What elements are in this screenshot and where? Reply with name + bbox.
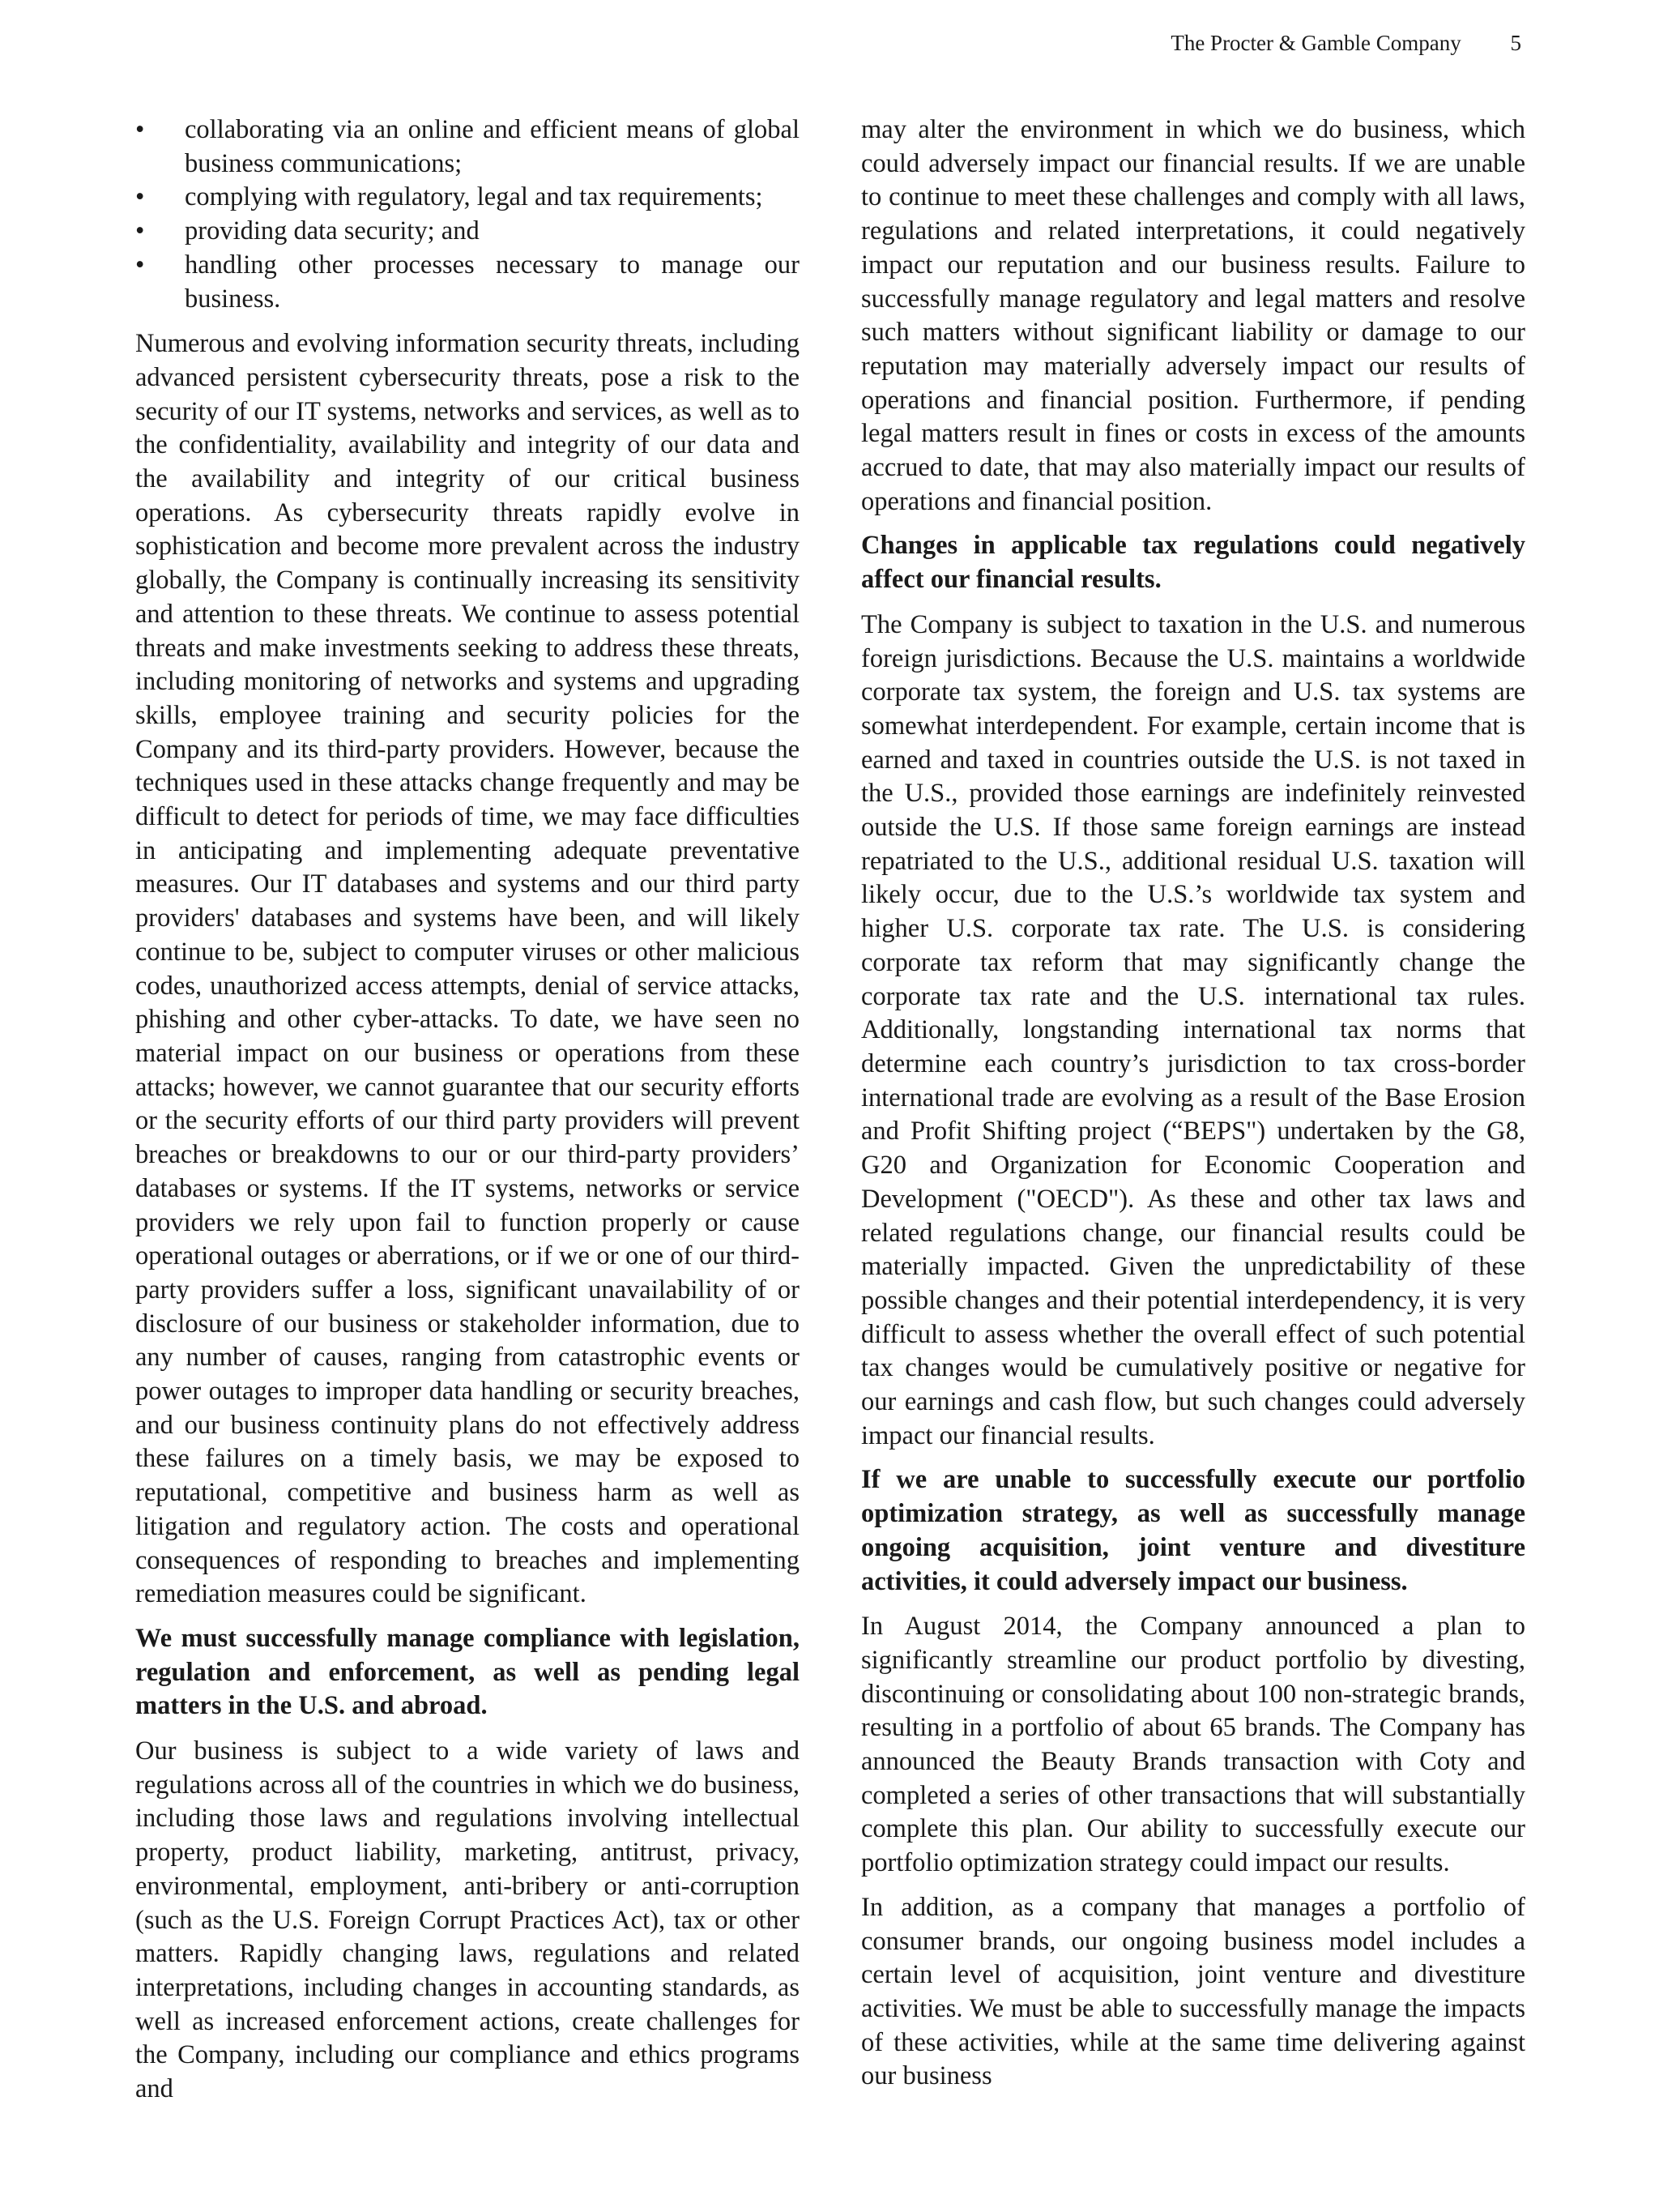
paragraph-security-threats: Numerous and evolving information security threats, including advanced persistent cybersecurity threats, pose a risk to the security of our IT systems, networks and services, as well as to the confidentiality, availability and integrity of our data and the availability and integrity of our critical business operations. As cybersecurity threats rapidly evolve in sophistication and become more prevalent across the industry globally, the Company is continually increasing its sensitivity and attention to these threats. We continue to assess potential threats and make investments seeking to address these threats, including monitoring of networks and systems and upgrading skills, employee training and security policies for the Company and its third-party providers. However, because the techniques used in these attacks change frequently and may be difficult to detect for periods of time, we may face difficulties in anticipating and implementing adequate preventative measures. Our IT databases and systems and our third party providers' databases and systems have been, and will likely continue to be, subject to computer viruses or other malicious codes, unauthorized access attempts, denial of service attacks, phishing and other cyber-attacks. To date, we have seen no material impact on our business or operations from these attacks; however, we cannot guarantee that our security efforts or the security efforts of our third party providers will prevent breaches or breakdowns to our or our third-party providers’ databases or systems. If the IT systems, networks or service providers we rely upon fail to function properly or cause operational outages or aberrations, or if we or one of our third-party providers suffer a loss, significant unavailability of or disclosure of our business or stakeholder information, due to any number of causes, ranging from catastrophic events or power outages to improper data handling or security breaches, and our business continuity plans do not effectively address these failures on a timely basis, we may be exposed to reputational, competitive and business harm as well as litigation and regulatory action. The costs and operational consequences of responding to breaches and implementing remediation measures could be significant.	[135, 329, 800, 1609]
heading-compliance: We must successfully manage compliance with legislation, regulation and enforcement, as well as pending legal matters in the U.S. and abroad.	[135, 1623, 800, 1721]
bullet-item	[135, 113, 800, 181]
paragraph-portfolio-activities: In addition, as a company that manages a portfolio of consumer brands, our ongoing business model includes a certain level of acquisition, joint venture and divestiture activities. We must be able to successfully manage the impacts of these activities, while at the same time delivering against our business	[861, 1892, 1525, 2091]
bullet-dot: •	[135, 250, 145, 280]
bullet-dot: •	[135, 115, 145, 144]
bullet-item	[135, 249, 800, 316]
bullet-text: complying with regulatory, legal and tax requirements;	[185, 182, 763, 212]
paragraph-compliance-continued: may alter the environment in which we do business, which could adversely impact our financial results. If we are unable to continue to meet these challenges and comply with all laws, regulations and related interpretations, it could negatively impact our reputation and our business results. Failure to successfully manage regulatory and legal matters and resolve such matters without significant liability or damage to our reputation may materially adversely impact our results of operations and financial position. Furthermore, if pending legal matters result in fines or costs in excess of the amounts accrued to date, that may also materially impact our results of operations and financial position.	[861, 115, 1525, 516]
page-header	[1171, 29, 1521, 57]
page-number: 5	[1510, 31, 1521, 55]
bullet-list	[135, 113, 800, 316]
paragraph-tax: The Company is subject to taxation in the U.S. and numerous foreign jurisdictions. Because the U.S. maintains a worldwide corporate tax system, the foreign and U.S. tax systems are somewhat interdependent. For example, certain income that is earned and taxed in countries outside the U.S. is not taxed in the U.S., provided those earnings are indefinitely reinvested outside the U.S. If those same foreign earnings are instead repatriated to the U.S., additional residual U.S. taxation will likely occur, due to the U.S.’s worldwide tax system and higher U.S. corporate tax rate. The U.S. is considering corporate tax reform that may significantly change the corporate tax rate and the U.S. international tax rules. Additionally, longstanding international tax norms that determine each country’s jurisdiction to tax cross-border international trade are evolving as a result of the Base Erosion and Profit Shifting project (“BEPS") undertaken by the G8, G20 and Organization for Economic Cooperation and Development ("OECD"). As these and other tax laws and related regulations change, our financial results could be materially impacted. Given the unpredictability of these possible changes and their potential interdependency, it is very difficult to assess whether the overall effect of such potential tax changes would be cumulatively positive or negative for our earnings and cash flow, but such changes could adversely impact our financial results.	[861, 609, 1525, 1450]
heading-tax-regulations: Changes in applicable tax regulations could negatively affect our financial results.	[861, 531, 1525, 595]
right-column	[861, 113, 1525, 2094]
bullet-dot: •	[135, 182, 145, 212]
paragraph-compliance: Our business is subject to a wide variety of laws and regulations across all of the countries in which we do business, including those laws and regulations involving intellectual property, product liability, marketing, antitrust, privacy, environmental, employment, anti-bribery or anti-corruption (such as the U.S. Foreign Corrupt Practices Act), tax or other matters. Rapidly changing laws, regulations and related interpretations, including changes in accounting standards, as well as increased enforcement actions, create challenges for the Company, including our compliance and ethics programs and	[135, 1736, 800, 2104]
heading-portfolio-optimization: If we are unable to successfully execute our portfolio optimization strategy, as well as successfully manage ongoing acquisition, joint venture and divestiture activities, it could adversely impact our business.	[861, 1465, 1525, 1596]
paragraph-portfolio-plan: In August 2014, the Company announced a plan to significantly streamline our product portfolio by divesting, discontinuing or consolidating about 100 non-strategic brands, resulting in a portfolio of about 65 brands. The Company has announced the Beauty Brands transaction with Coty and completed a series of other transactions that will substantially complete this plan. Our ability to successfully execute our portfolio optimization strategy could impact our results.	[861, 1612, 1525, 1878]
header-company-name: The Procter & Gamble Company	[1171, 31, 1461, 55]
bullet-item	[135, 215, 800, 249]
bullet-item	[135, 181, 800, 215]
bullet-text: handling other processes necessary to manage our business.	[185, 250, 800, 314]
bullet-dot: •	[135, 216, 145, 246]
left-column	[135, 113, 800, 2107]
bullet-text: collaborating via an online and efficient means of global business communications;	[185, 115, 800, 178]
bullet-text: providing data security; and	[185, 216, 480, 246]
